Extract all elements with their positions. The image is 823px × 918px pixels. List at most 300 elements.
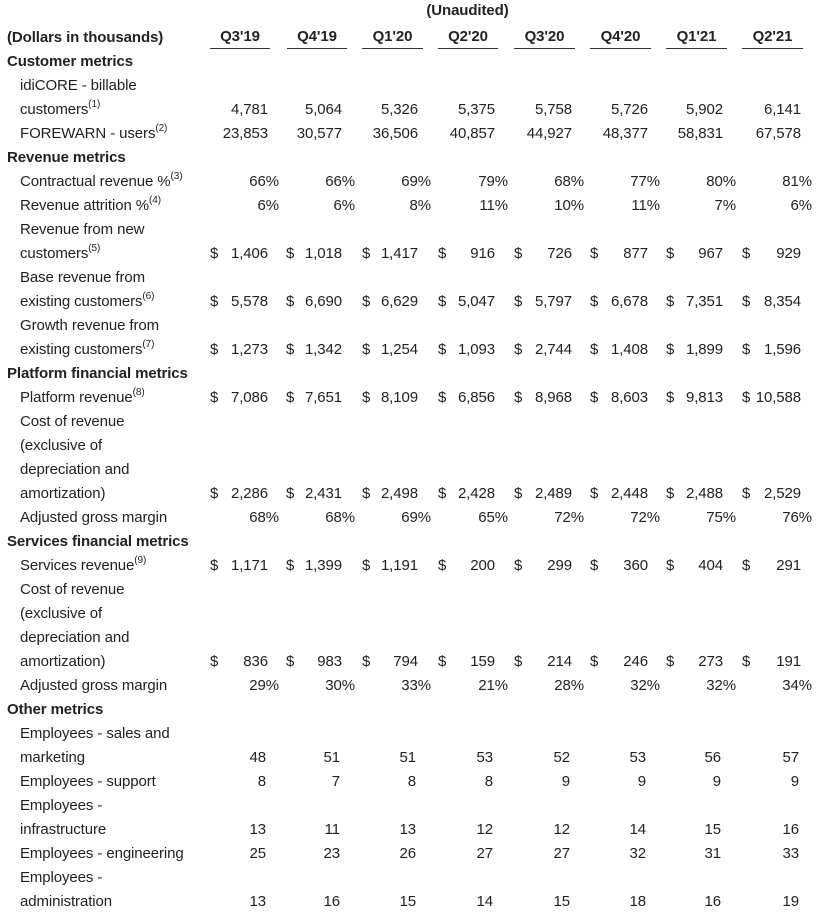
table-cell: 299 [547,557,572,574]
table-cell: 29% [249,677,279,694]
table-cell: 1,406 [230,245,268,262]
metric-label-row [0,410,823,434]
table-cell: 26 [399,845,416,862]
table-cell: 16 [704,893,721,910]
section-title: Platform financial metrics [7,365,188,382]
currency-symbol: $ [210,557,219,574]
metric-label-text: depreciation and [20,461,130,478]
table-cell: 30% [325,677,355,694]
currency-symbol: $ [286,293,295,310]
table-cell: 8,968 [534,389,572,406]
table-cell: 8,603 [610,389,648,406]
currency-symbol: $ [514,485,523,502]
table-cell: 68% [554,173,584,190]
currency-symbol: $ [742,653,751,670]
table-cell: 15 [399,893,416,910]
currency-symbol: $ [362,293,371,310]
table-cell: 2,286 [230,485,268,502]
currency-symbol: $ [590,557,599,574]
table-cell: 72% [554,509,584,526]
table-cell: 10,588 [755,389,801,406]
table-cell: 5,578 [230,293,268,310]
currency-symbol: $ [666,557,675,574]
currency-symbol: $ [210,293,219,310]
metric-label-text: (exclusive of [20,437,103,454]
footnote-marker: (6) [142,291,155,302]
metric-label-text: Employees - support [20,773,156,790]
table-cell: 13 [399,821,416,838]
metric-label-row [0,578,823,602]
table-row [0,674,823,698]
table-cell: 69% [401,173,431,190]
table-row [0,506,823,530]
table-cell: 72% [630,509,660,526]
metric-label-text: Employees - sales and [20,725,170,742]
table-cell: 76% [782,509,812,526]
metric-label-text: Growth revenue from [20,317,159,334]
metric-label-text: Adjusted gross margin [20,509,168,526]
currency-symbol: $ [362,653,371,670]
section-row [0,50,823,74]
table-cell: 2,448 [610,485,648,502]
footnote-marker: (5) [88,243,101,254]
section-row [0,698,823,722]
metric-label [20,578,124,602]
metric-label [20,722,170,746]
metric-label-text: FOREWARN - users [20,125,156,142]
metric-label-text: Employees - [20,869,103,886]
metric-label-text: Revenue attrition % [20,197,150,214]
metric-label-text: existing customers [20,293,143,310]
metric-label-row [0,722,823,746]
metric-label-text: Services revenue [20,557,135,574]
table-cell: 56 [704,749,721,766]
metric-label [20,794,102,818]
table-cell: 7,651 [304,389,342,406]
currency-symbol: $ [742,485,751,502]
currency-symbol: $ [210,485,219,502]
table-cell: 18 [629,893,646,910]
table-cell: 53 [629,749,646,766]
table-cell: 5,758 [534,101,572,118]
table-cell: 1,273 [230,341,268,358]
metric-label [20,74,137,98]
table-cell: 33% [401,677,431,694]
table-cell: 33 [782,845,799,862]
table-cell: 5,375 [457,101,495,118]
currency-symbol: $ [438,245,447,262]
table-cell: 1,399 [304,557,342,574]
quarter-header: Q3'19 [210,26,270,49]
table-cell: 5,726 [610,101,648,118]
metric-label-text: Cost of revenue [20,413,125,430]
metric-label-text: amortization) [20,653,106,670]
table-cell: 1,191 [380,557,418,574]
table-cell: 1,093 [457,341,495,358]
metric-label-text: amortization) [20,485,106,502]
table-cell: 34% [782,677,812,694]
metric-label [20,266,145,290]
table-cell: 75% [706,509,736,526]
table-cell: 32% [630,677,660,694]
footnote-marker: (3) [170,171,183,182]
currency-symbol: $ [590,389,599,406]
table-cell: 7% [714,197,736,214]
table-cell: 66% [249,173,279,190]
table-cell: 404 [698,557,723,574]
table-cell: 44,927 [526,125,572,142]
table-cell: 8,354 [763,293,801,310]
currency-symbol: $ [286,653,295,670]
quarter-header: Q1'20 [362,26,423,49]
section-title: Customer metrics [7,53,133,70]
quarter-header: Q4'20 [590,26,651,49]
table-cell: 1,254 [380,341,418,358]
table-cell: 51 [323,749,340,766]
table-cell: 191 [776,653,801,670]
metric-label-row [0,314,823,338]
table-cell: 6,690 [304,293,342,310]
metric-label-text: customers [20,101,89,118]
table-row [0,242,823,266]
table-row [0,290,823,314]
table-cell: 11% [631,197,660,214]
table-row [0,746,823,770]
currency-symbol: $ [666,653,675,670]
table-cell: 7 [331,773,340,790]
metric-label-row [0,794,823,818]
currency-symbol: $ [666,293,675,310]
metric-label-text: customers [20,245,89,262]
table-cell: 8% [409,197,431,214]
table-cell: 5,797 [534,293,572,310]
currency-symbol: $ [742,245,751,262]
metric-label-text: existing customers [20,341,143,358]
metric-label-text: Base revenue from [20,269,146,286]
table-row [0,194,823,218]
table-cell: 1,899 [685,341,723,358]
table-cell: 9,813 [685,389,723,406]
table-cell: 28% [554,677,584,694]
table-cell: 11% [479,197,508,214]
table-cell: 65% [478,509,508,526]
footnote-marker: (1) [88,99,101,110]
currency-symbol: $ [666,485,675,502]
table-row [0,338,823,362]
currency-symbol: $ [666,341,675,358]
table-cell: 9 [790,773,799,790]
section-title: Revenue metrics [7,149,126,166]
table-cell: 36,506 [372,125,418,142]
table-cell: 40,857 [449,125,495,142]
quarter-header: Q4'19 [287,26,347,49]
currency-symbol: $ [362,341,371,358]
table-cell: 80% [706,173,736,190]
currency-symbol: $ [742,293,751,310]
table-cell: 66% [325,173,355,190]
currency-symbol: $ [514,557,523,574]
table-row [0,170,823,194]
currency-symbol: $ [666,245,675,262]
table-cell: 15 [704,821,721,838]
table-row [0,98,823,122]
table-cell: 58,831 [677,125,723,142]
table-row [0,650,823,674]
quarter-header: Q3'20 [514,26,575,49]
table-row [0,482,823,506]
table-cell: 12 [476,821,493,838]
table-cell: 19 [782,893,799,910]
currency-symbol: $ [438,389,447,406]
currency-symbol: $ [514,293,523,310]
currency-symbol: $ [362,245,371,262]
table-cell: 13 [249,821,266,838]
currency-symbol: $ [286,341,295,358]
table-cell: 929 [776,245,801,262]
table-cell: 877 [623,245,648,262]
table-cell: 30,577 [296,125,342,142]
currency-symbol: $ [666,389,675,406]
table-cell: 2,431 [304,485,342,502]
metric-label-row [0,866,823,890]
footnote-marker: (4) [149,195,161,206]
table-cell: 8 [407,773,416,790]
table-cell: 69% [401,509,431,526]
table-cell: 68% [249,509,279,526]
table-cell: 23 [323,845,340,862]
section-title: Other metrics [7,701,104,718]
currency-symbol: $ [590,245,599,262]
metric-label [20,866,102,890]
table-row [0,554,823,578]
table-cell: 2,498 [380,485,418,502]
currency-symbol: $ [742,389,751,406]
table-cell: 2,744 [534,341,572,358]
table-cell: 983 [317,653,342,670]
quarter-header: Q1'21 [666,26,727,49]
table-cell: 5,047 [457,293,495,310]
table-cell: 6,678 [610,293,648,310]
metric-label [20,458,129,482]
table-cell: 6% [790,197,812,214]
table-cell: 6% [333,197,355,214]
metric-label [20,218,144,242]
table-cell: 6% [257,197,279,214]
table-cell: 7,351 [685,293,723,310]
table-cell: 14 [629,821,646,838]
metric-label-text: Platform revenue [20,389,133,406]
quarter-header: Q2'21 [742,26,803,49]
table-cell: 16 [782,821,799,838]
table-cell: 726 [547,245,572,262]
table-cell: 27 [476,845,493,862]
table-row [0,842,823,866]
section-title: Services financial metrics [7,533,189,550]
currency-symbol: $ [286,245,295,262]
currency-symbol: $ [590,293,599,310]
table-cell: 21% [478,677,508,694]
footnote-marker: (2) [155,123,168,134]
metric-label-text: idiCORE - billable [20,77,137,94]
table-cell: 16 [323,893,340,910]
metric-label-row [0,626,823,650]
table-cell: 2,529 [763,485,801,502]
table-cell: 51 [399,749,416,766]
section-row [0,362,823,386]
table-cell: 6,629 [380,293,418,310]
table-cell: 246 [623,653,648,670]
currency-symbol: $ [590,341,599,358]
metric-label [20,434,102,458]
quarter-header: Q2'20 [438,26,498,49]
table-cell: 53 [476,749,493,766]
table-cell: 68% [325,509,355,526]
table-cell: 52 [553,749,570,766]
table-cell: 23,853 [222,125,268,142]
table-cell: 2,489 [534,485,572,502]
currency-symbol: $ [438,485,447,502]
currency-symbol: $ [286,485,295,502]
metric-label-row [0,74,823,98]
table-cell: 9 [637,773,646,790]
table-cell: 48,377 [602,125,648,142]
metric-label [20,410,124,434]
table-row [0,890,823,914]
table-cell: 57 [782,749,799,766]
table-cell: 1,018 [304,245,342,262]
currency-symbol: $ [514,653,523,670]
table-cell: 836 [243,653,268,670]
table-cell: 4,781 [230,101,268,118]
table-cell: 273 [698,653,723,670]
metric-label-text: Cost of revenue [20,581,125,598]
currency-symbol: $ [210,653,219,670]
table-cell: 7,086 [230,389,268,406]
table-cell: 11 [324,821,340,838]
unaudited-label: (Unaudited) [426,2,509,19]
currency-symbol: $ [210,389,219,406]
metric-label-row [0,434,823,458]
footnote-marker: (7) [142,339,155,350]
table-cell: 8 [484,773,493,790]
footnote-marker: (8) [132,387,145,398]
currency-symbol: $ [210,341,219,358]
table-cell: 2,428 [457,485,495,502]
table-cell: 5,064 [304,101,342,118]
table-cell: 25 [249,845,266,862]
table-cell: 9 [712,773,721,790]
table-cell: 10% [554,197,584,214]
table-cell: 48 [249,749,266,766]
table-cell: 14 [476,893,493,910]
table-cell: 12 [553,821,570,838]
table-cell: 291 [776,557,801,574]
metric-label [20,314,159,338]
currency-symbol: $ [438,557,447,574]
table-cell: 1,596 [763,341,801,358]
metric-label [20,626,129,650]
currency-symbol: $ [514,389,523,406]
currency-symbol: $ [362,485,371,502]
metric-label-row [0,458,823,482]
footnote-marker: (9) [134,555,147,566]
table-cell: 9 [561,773,570,790]
table-cell: 360 [623,557,648,574]
currency-symbol: $ [514,245,523,262]
table-cell: 6,141 [763,101,801,118]
metric-label-row [0,602,823,626]
table-cell: 32 [629,845,646,862]
section-row [0,530,823,554]
metric-label-text: depreciation and [20,629,130,646]
metric-label-text: Adjusted gross margin [20,677,168,694]
table-cell: 67,578 [755,125,801,142]
metric-label [20,602,102,626]
metric-label-text: (exclusive of [20,605,103,622]
table-row [0,386,823,410]
currency-symbol: $ [742,341,751,358]
metric-label-row [0,266,823,290]
table-cell: 79% [478,173,508,190]
table-cell: 5,902 [685,101,723,118]
currency-symbol: $ [742,557,751,574]
table-cell: 1,417 [380,245,418,262]
currency-symbol: $ [590,485,599,502]
currency-symbol: $ [438,293,447,310]
table-cell: 1,408 [610,341,648,358]
metric-label-text: Employees - engineering [20,845,184,862]
currency-symbol: $ [514,341,523,358]
metric-label-text: administration [20,893,112,910]
table-row [0,770,823,794]
table-cell: 967 [698,245,723,262]
table-cell: 1,171 [230,557,268,574]
table-cell: 794 [393,653,418,670]
metric-label-text: Revenue from new [20,221,145,238]
currency-symbol: $ [286,557,295,574]
metric-label-text: marketing [20,749,85,766]
table-row [0,818,823,842]
currency-symbol: $ [286,389,295,406]
table-cell: 8,109 [380,389,418,406]
table-cell: 15 [553,893,570,910]
currency-symbol: $ [362,557,371,574]
table-cell: 32% [706,677,736,694]
section-row [0,146,823,170]
table-cell: 2,488 [685,485,723,502]
table-cell: 6,856 [457,389,495,406]
currency-symbol: $ [438,653,447,670]
table-cell: 81% [782,173,812,190]
table-cell: 8 [257,773,266,790]
currency-symbol: $ [438,341,447,358]
metric-label-text: infrastructure [20,821,107,838]
table-cell: 77% [630,173,660,190]
units-label: (Dollars in thousands) [7,29,164,46]
table-cell: 200 [470,557,495,574]
table-cell: 159 [470,653,495,670]
metric-label-text: Contractual revenue % [20,173,171,190]
table-cell: 916 [470,245,495,262]
table-cell: 31 [704,845,721,862]
table-row [0,122,823,146]
table-cell: 13 [249,893,266,910]
table-cell: 5,326 [380,101,418,118]
metric-label-row [0,218,823,242]
table-cell: 27 [553,845,570,862]
currency-symbol: $ [590,653,599,670]
currency-symbol: $ [210,245,219,262]
